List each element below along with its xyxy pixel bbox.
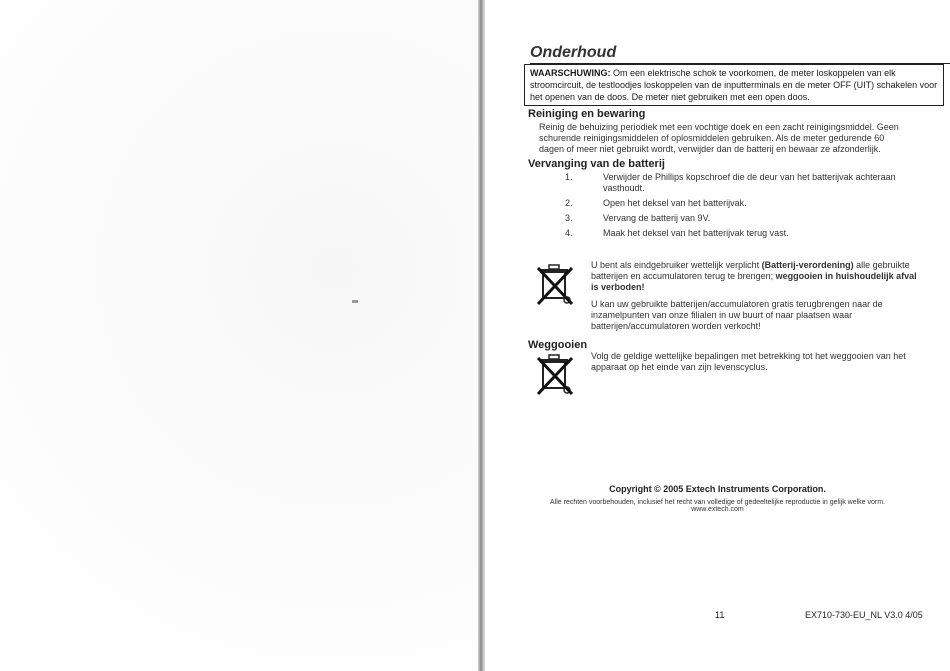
page-title: Onderhoud bbox=[530, 44, 950, 64]
warning-text: Om een elektrische schok te voorkomen, de meter loskoppelen van elk stroomcircuit, de testloodjes loskoppelen van de inputterminals en de meter OFF (UIT) schakelen voor het openen van de doos. De meter niet gebruiken met een open doos. bbox=[530, 68, 938, 102]
cleaning-heading: Reiniging en bewaring bbox=[528, 108, 646, 120]
scan-speck bbox=[352, 300, 358, 303]
list-item bbox=[565, 198, 935, 209]
crossed-bin-icon bbox=[535, 262, 575, 306]
step-number: 2. bbox=[565, 198, 573, 208]
step-number: 1. bbox=[565, 172, 573, 182]
list-item bbox=[565, 172, 935, 194]
cleaning-text: Reinig de behuizing periodiek met een vochtige doek en een zacht reinigingsmiddel. Geen schurende reinigingsmiddelen of oplosmiddelen gebruiken. Als de meter gedurende 60 dagen of meer niet gebruikt wordt, verwijder dan de batterij en bewaar ze afzonderlijk. bbox=[539, 122, 899, 154]
copyright-url: www.extech.com bbox=[691, 506, 744, 513]
warning-label: WAARSCHUWING: bbox=[530, 68, 611, 78]
regulation-text-c: alle gebruikte batterijen en accumulatoren terug te brengen; bbox=[591, 260, 910, 281]
step-number: 4. bbox=[565, 228, 573, 238]
list-item bbox=[565, 213, 935, 224]
document-code: EX710-730-EU_NL V3.0 4/05 bbox=[805, 610, 923, 620]
disposal-heading: Weggooien bbox=[528, 339, 588, 351]
regulation-paragraph-2: U kan uw gebruikte batterijen/accumulatoren gratis terugbrengen naar de inzamelpunten van onze filialen in uw buurt of naar plaatsen waar batterijen/accumulatoren worden verkocht! bbox=[591, 299, 883, 331]
book-spine bbox=[478, 0, 485, 671]
page-number: 11 bbox=[715, 610, 725, 620]
battery-steps-list bbox=[565, 172, 935, 243]
copyright-rights: Alle rechten voorbehouden, inclusief het recht van volledige of gedeeltelijke reproductie in gelijk welke vorm. bbox=[549, 499, 886, 506]
regulation-law-name: (Batterij-verordening) bbox=[761, 260, 854, 270]
step-text: Maak het deksel van het batterijvak terug vast. bbox=[603, 228, 789, 238]
regulation-warning-bold: weggooien in huishoudelijk afval is verboden! bbox=[591, 271, 917, 292]
disposal-text: Volg de geldige wettelijke bepalingen met betrekking tot het weggooien van het apparaat op het einde van zijn levenscyclus. bbox=[591, 351, 906, 372]
crossed-bin-icon bbox=[535, 352, 575, 396]
copyright-block bbox=[485, 484, 950, 513]
list-item bbox=[565, 228, 935, 239]
step-text: Verwijder de Phillips kopschroef die de deur van het batterijvak achteraan vasthoudt. bbox=[603, 172, 896, 193]
regulation-paragraph-1 bbox=[591, 260, 921, 293]
warning-box bbox=[524, 64, 944, 106]
battery-heading: Vervanging van de batterij bbox=[528, 158, 665, 170]
step-text: Vervang de batterij van 9V. bbox=[603, 213, 711, 223]
step-number: 3. bbox=[565, 213, 573, 223]
step-text: Open het deksel van het batterijvak. bbox=[603, 198, 747, 208]
copyright-main: Copyright © 2005 Extech Instruments Corporation. bbox=[609, 484, 826, 494]
regulation-text-a: U bent als eindgebruiker wettelijk verplicht bbox=[591, 260, 762, 270]
right-page bbox=[485, 0, 950, 671]
